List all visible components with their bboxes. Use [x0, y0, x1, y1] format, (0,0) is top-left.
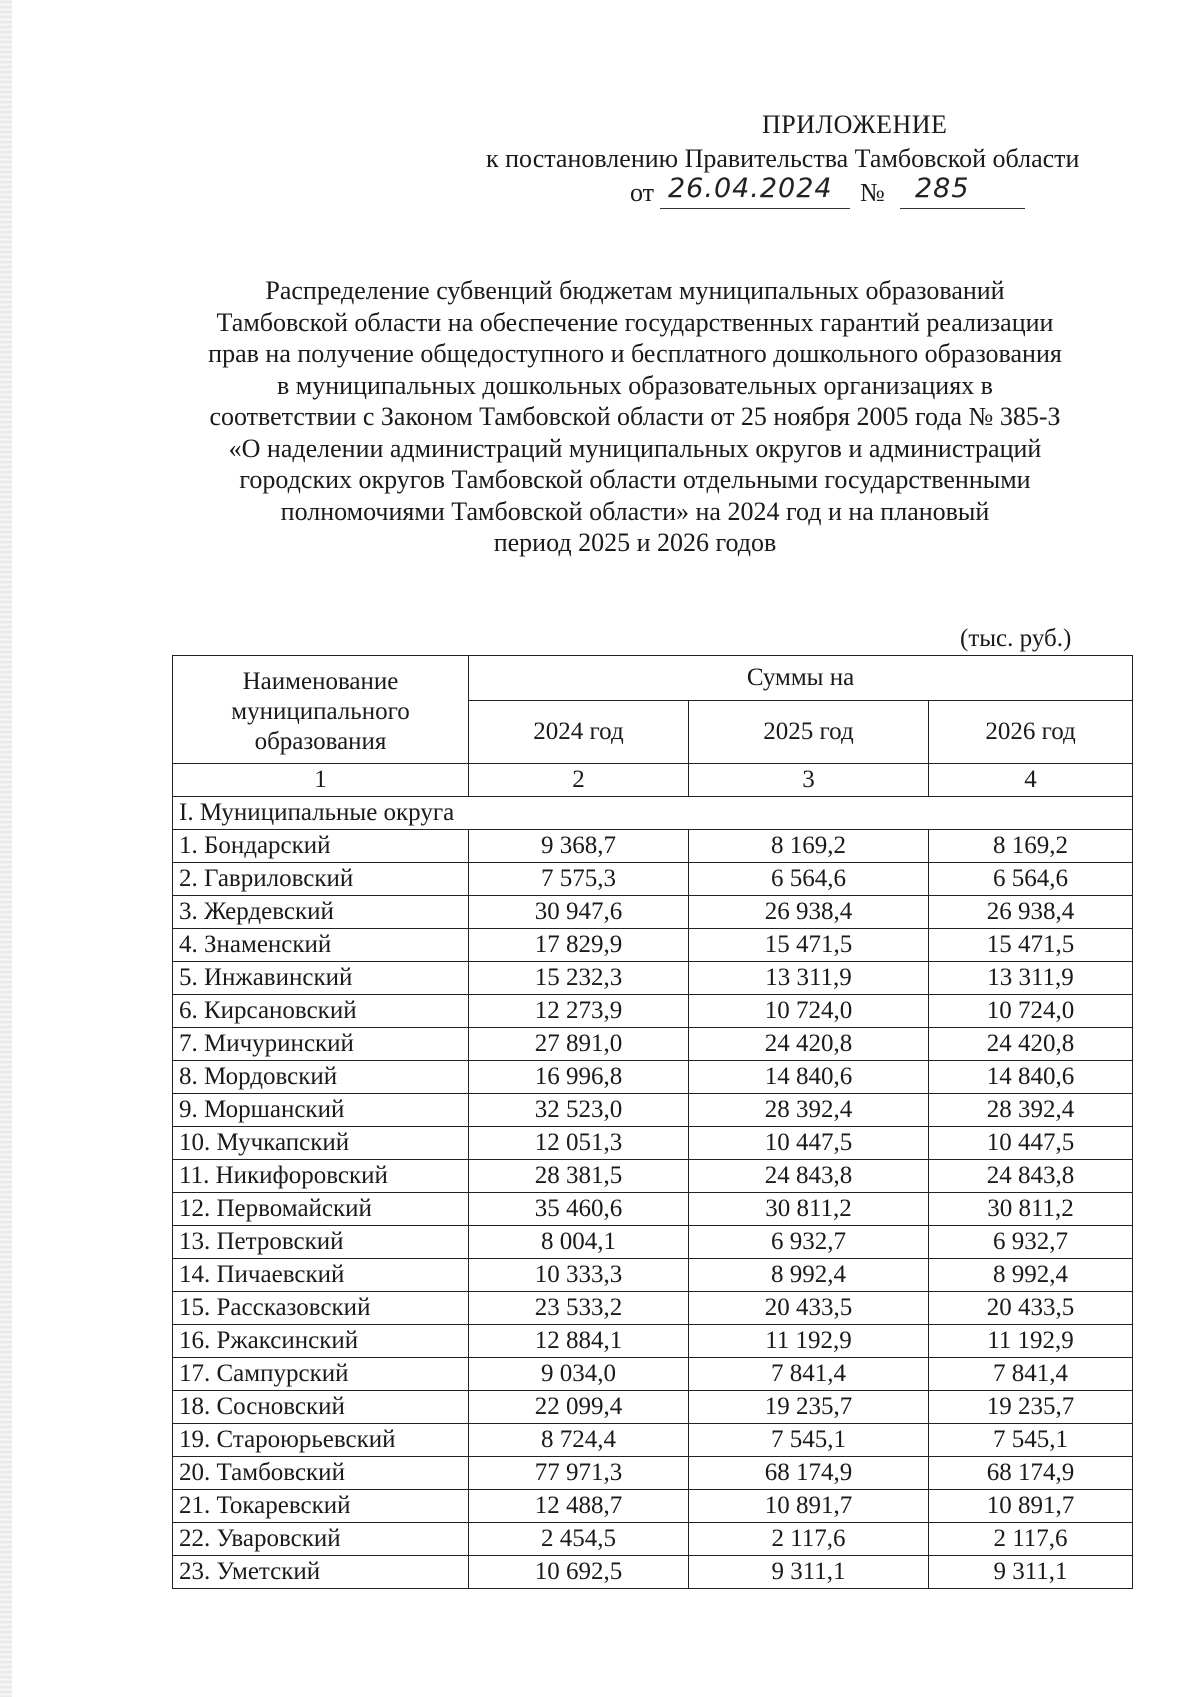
table-row [173, 1127, 1133, 1160]
units-label: (тыс. руб.) [960, 625, 1072, 652]
heading-line: городских округов Тамбовской области отдельными государственными [239, 465, 1031, 494]
heading-line: прав на получение общедоступного и бесплатного дошкольного образования [208, 339, 1062, 368]
municipality-name: 15. Рассказовский [173, 1292, 469, 1325]
table-row [173, 1457, 1133, 1490]
value-2026: 28 392,4 [929, 1094, 1133, 1127]
table-row [173, 1490, 1133, 1523]
municipality-name: 23. Уметский [173, 1556, 469, 1589]
value-2026: 7 841,4 [929, 1358, 1133, 1391]
table-row [173, 1094, 1133, 1127]
column-number: 2 [469, 764, 689, 797]
value-2025: 11 192,9 [689, 1325, 929, 1358]
municipality-name: 10. Мучкапский [173, 1127, 469, 1160]
table-row [173, 1028, 1133, 1061]
value-2024: 10 333,3 [469, 1259, 689, 1292]
value-2025: 19 235,7 [689, 1391, 929, 1424]
value-2025: 20 433,5 [689, 1292, 929, 1325]
value-2024: 27 891,0 [469, 1028, 689, 1061]
value-2026: 8 169,2 [929, 830, 1133, 863]
value-2025: 14 840,6 [689, 1061, 929, 1094]
header-sums: Суммы на [469, 656, 1133, 701]
table-row [173, 1193, 1133, 1226]
municipality-name: 6. Кирсановский [173, 995, 469, 1028]
value-2025: 7 545,1 [689, 1424, 929, 1457]
value-2025: 10 724,0 [689, 995, 929, 1028]
municipality-name: 12. Первомайский [173, 1193, 469, 1226]
value-2026: 10 891,7 [929, 1490, 1133, 1523]
table-row [173, 995, 1133, 1028]
table-row [173, 1391, 1133, 1424]
value-2025: 10 447,5 [689, 1127, 929, 1160]
subvention-table [172, 655, 1133, 1589]
municipality-name: 2. Гавриловский [173, 863, 469, 896]
appendix-block [480, 108, 1140, 212]
document-heading [170, 275, 1100, 559]
table-row [173, 1556, 1133, 1589]
value-2024: 77 971,3 [469, 1457, 689, 1490]
column-number-row [173, 764, 1133, 797]
value-2025: 15 471,5 [689, 929, 929, 962]
table-row [173, 1292, 1133, 1325]
value-2024: 12 488,7 [469, 1490, 689, 1523]
section-row [173, 797, 1133, 830]
value-2026: 7 545,1 [929, 1424, 1133, 1457]
table-row [173, 1160, 1133, 1193]
value-2026: 68 174,9 [929, 1457, 1133, 1490]
municipality-name: 19. Староюрьевский [173, 1424, 469, 1457]
table-row [173, 1523, 1133, 1556]
value-2024: 17 829,9 [469, 929, 689, 962]
municipality-name: 20. Тамбовский [173, 1457, 469, 1490]
value-2026: 30 811,2 [929, 1193, 1133, 1226]
municipality-name: 22. Уваровский [173, 1523, 469, 1556]
municipality-name: 11. Никифоровский [173, 1160, 469, 1193]
handwritten-number: 285 [915, 173, 970, 204]
table-row [173, 863, 1133, 896]
value-2025: 24 843,8 [689, 1160, 929, 1193]
heading-line: Тамбовской области на обеспечение государственных гарантий реализации [216, 307, 1054, 337]
date-underline [660, 208, 850, 209]
table-row [173, 1424, 1133, 1457]
table-row [173, 1226, 1133, 1259]
value-2024: 28 381,5 [469, 1160, 689, 1193]
value-2024: 23 533,2 [469, 1292, 689, 1325]
value-2024: 15 232,3 [469, 962, 689, 995]
municipality-name: 7. Мичуринский [173, 1028, 469, 1061]
value-2026: 26 938,4 [929, 896, 1133, 929]
value-2026: 20 433,5 [929, 1292, 1133, 1325]
column-number: 4 [929, 764, 1133, 797]
value-2026: 10 447,5 [929, 1127, 1133, 1160]
section-title: I. Муниципальные округа [173, 797, 1133, 830]
value-2025: 8 169,2 [689, 830, 929, 863]
municipality-name: 8. Мордовский [173, 1061, 469, 1094]
value-2024: 9 034,0 [469, 1358, 689, 1391]
municipality-name: 16. Ржаксинский [173, 1325, 469, 1358]
value-2026: 24 420,8 [929, 1028, 1133, 1061]
value-2026: 8 992,4 [929, 1259, 1133, 1292]
table-row [173, 1061, 1133, 1094]
column-number: 1 [173, 764, 469, 797]
value-2026: 11 192,9 [929, 1325, 1133, 1358]
value-2025: 8 992,4 [689, 1259, 929, 1292]
value-2024: 35 460,6 [469, 1193, 689, 1226]
appendix-reference: к постановлению Правительства Тамбовской области [486, 144, 1080, 173]
value-2026: 19 235,7 [929, 1391, 1133, 1424]
value-2024: 32 523,0 [469, 1094, 689, 1127]
heading-line: в муниципальных дошкольных образовательных организациях в [277, 370, 993, 400]
value-2026: 13 311,9 [929, 962, 1133, 995]
number-underline [900, 208, 1025, 209]
number-label: № [860, 178, 885, 207]
value-2026: 14 840,6 [929, 1061, 1133, 1094]
value-2025: 24 420,8 [689, 1028, 929, 1061]
value-2024: 22 099,4 [469, 1391, 689, 1424]
heading-line: период 2025 и 2026 годов [493, 528, 777, 557]
table-row [173, 830, 1133, 863]
value-2025: 6 932,7 [689, 1226, 929, 1259]
value-2025: 2 117,6 [689, 1523, 929, 1556]
value-2025: 6 564,6 [689, 863, 929, 896]
municipality-name: 5. Инжавинский [173, 962, 469, 995]
municipality-name: 17. Сампурский [173, 1358, 469, 1391]
appendix-title: ПРИЛОЖЕНИЕ [762, 110, 948, 139]
municipality-name: 9. Моршанский [173, 1094, 469, 1127]
value-2024: 12 884,1 [469, 1325, 689, 1358]
value-2025: 28 392,4 [689, 1094, 929, 1127]
heading-line: «О наделении администраций муниципальных округов и администраций [228, 433, 1042, 463]
heading-line: Распределение субвенций бюджетам муниципальных образований [265, 276, 1005, 305]
value-2025: 26 938,4 [689, 896, 929, 929]
municipality-name: 4. Знаменский [173, 929, 469, 962]
date-label: от [630, 178, 655, 207]
value-2025: 30 811,2 [689, 1193, 929, 1226]
value-2024: 8 724,4 [469, 1424, 689, 1457]
column-number: 3 [689, 764, 929, 797]
table-row [173, 1358, 1133, 1391]
value-2024: 2 454,5 [469, 1523, 689, 1556]
value-2025: 7 841,4 [689, 1358, 929, 1391]
scan-edge-artifact [0, 0, 12, 1697]
header-name: Наименование муниципального образования [173, 656, 469, 764]
value-2025: 9 311,1 [689, 1556, 929, 1589]
heading-line: соответствии с Законом Тамбовской области от 25 ноября 2005 года № 385-З [209, 402, 1061, 431]
value-2026: 6 564,6 [929, 863, 1133, 896]
value-2026: 9 311,1 [929, 1556, 1133, 1589]
value-2025: 13 311,9 [689, 962, 929, 995]
value-2026: 10 724,0 [929, 995, 1133, 1028]
municipality-name: 18. Сосновский [173, 1391, 469, 1424]
value-2024: 8 004,1 [469, 1226, 689, 1259]
value-2025: 10 891,7 [689, 1490, 929, 1523]
header-year-2024: 2024 год [469, 701, 689, 764]
municipality-name: 21. Токаревский [173, 1490, 469, 1523]
municipality-name: 14. Пичаевский [173, 1259, 469, 1292]
municipality-name: 3. Жердевский [173, 896, 469, 929]
value-2024: 30 947,6 [469, 896, 689, 929]
table-row [173, 1259, 1133, 1292]
value-2024: 10 692,5 [469, 1556, 689, 1589]
table-row [173, 929, 1133, 962]
table-row [173, 896, 1133, 929]
heading-line: полномочиями Тамбовской области» на 2024 год и на плановый [280, 496, 990, 526]
value-2026: 24 843,8 [929, 1160, 1133, 1193]
value-2024: 7 575,3 [469, 863, 689, 896]
municipality-name: 1. Бондарский [173, 830, 469, 863]
value-2026: 15 471,5 [929, 929, 1133, 962]
value-2024: 16 996,8 [469, 1061, 689, 1094]
header-year-2026: 2026 год [929, 701, 1133, 764]
appendix-date-number-line [480, 173, 1140, 212]
header-year-2025: 2025 год [689, 701, 929, 764]
table-row [173, 1325, 1133, 1358]
value-2024: 12 051,3 [469, 1127, 689, 1160]
value-2025: 68 174,9 [689, 1457, 929, 1490]
value-2026: 6 932,7 [929, 1226, 1133, 1259]
value-2024: 12 273,9 [469, 995, 689, 1028]
value-2026: 2 117,6 [929, 1523, 1133, 1556]
value-2024: 9 368,7 [469, 830, 689, 863]
table-row [173, 962, 1133, 995]
handwritten-date: 26.04.2024 [668, 173, 833, 204]
municipality-name: 13. Петровский [173, 1226, 469, 1259]
